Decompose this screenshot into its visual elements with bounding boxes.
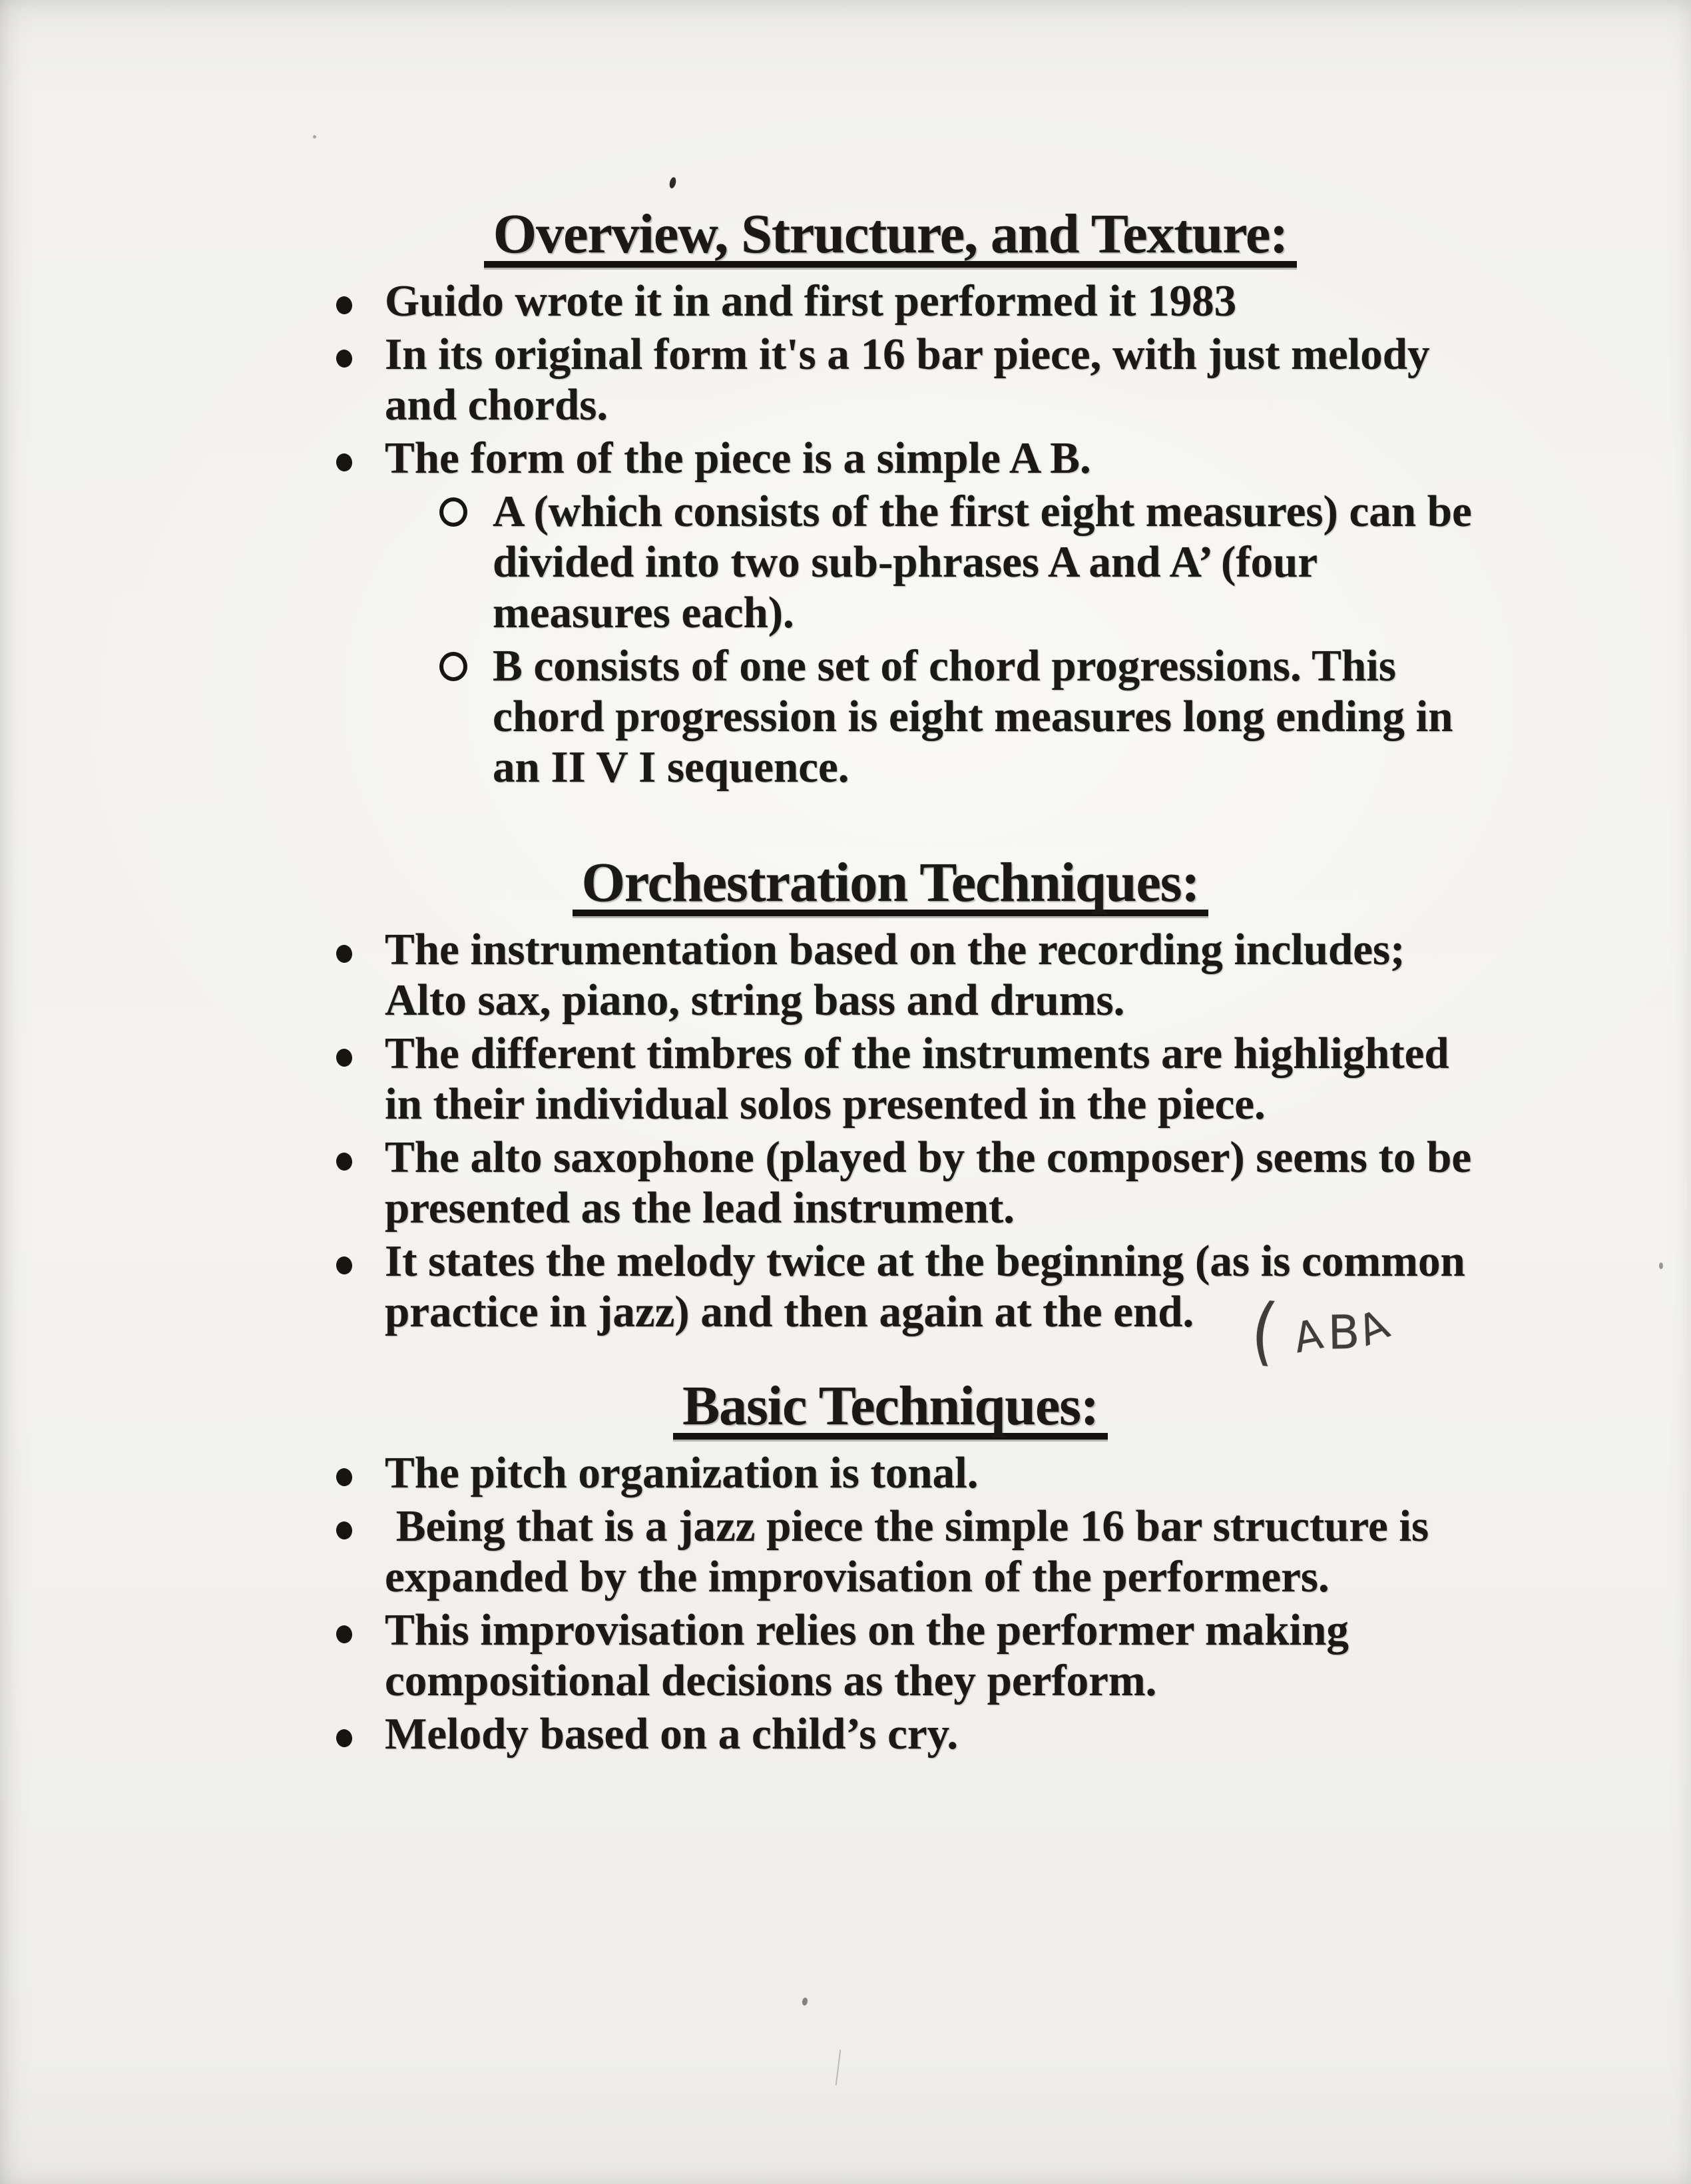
handwritten-char: B	[1327, 1304, 1361, 1360]
text-line: This improvisation relies on the performer making	[385, 1605, 1349, 1655]
handwritten-annotation	[1247, 1286, 1396, 1375]
bullet-list	[336, 1448, 1471, 1759]
bullet-disc-icon	[336, 1256, 354, 1275]
ink-speck	[836, 2049, 842, 2085]
text-line: The alto saxophone (played by the composer) seems to be	[385, 1133, 1472, 1182]
list-item	[336, 924, 1471, 1025]
bullet-disc-icon	[336, 1625, 354, 1644]
list-item	[336, 433, 1471, 483]
text-line: Alto sax, piano, string bass and drums.	[385, 975, 1125, 1025]
section-heading	[336, 1375, 1445, 1440]
section-heading	[336, 852, 1445, 916]
list-item	[336, 1028, 1471, 1129]
text-line: Melody based on a child’s cry.	[385, 1709, 959, 1759]
text-line: The form of the piece is a simple A B.	[385, 433, 1091, 483]
ink-speck	[313, 135, 316, 138]
handwritten-char: A	[1350, 1299, 1396, 1356]
bullet-disc-icon	[336, 1729, 354, 1748]
bullet-list	[336, 276, 1471, 792]
text-line: The instrumentation based on the recording includes;	[385, 925, 1405, 974]
list-item	[336, 1132, 1471, 1233]
document-content	[336, 0, 1471, 1762]
list-item	[336, 1448, 1471, 1498]
bullet-disc-icon	[336, 1152, 354, 1171]
section-heading-text: Overview, Structure, and Texture:	[484, 208, 1298, 268]
text-line: It states the melody twice at the beginning (as is common	[385, 1236, 1465, 1286]
list-item	[336, 276, 1471, 326]
list-item	[336, 329, 1471, 430]
text-line: Guido wrote it in and first performed it 1983	[385, 276, 1237, 326]
text-line: practice in jazz) and then again at the end.	[385, 1287, 1194, 1336]
bullet-disc-icon	[336, 453, 354, 472]
bullet-disc-icon	[336, 1521, 354, 1540]
text-line: A (which consists of the first eight measures) can be	[493, 487, 1472, 536]
ink-speck	[1659, 1262, 1663, 1269]
bullet-disc-icon	[336, 349, 354, 368]
text-line: an II V I sequence.	[493, 742, 849, 792]
handwritten-char: A	[1290, 1309, 1328, 1363]
section-heading-text: Basic Techniques:	[673, 1380, 1108, 1440]
text-line: In its original form it's a 16 bar piece, with just melody	[385, 330, 1430, 379]
handwritten-char: (	[1247, 1286, 1282, 1375]
bullet-circle-icon	[439, 497, 467, 527]
bullet-list	[336, 924, 1471, 1337]
text-line: Being that is a jazz piece the simple 16 bar structure is	[385, 1502, 1429, 1551]
bullet-disc-icon	[336, 296, 354, 315]
text-line: chord progression is eight measures long ending in	[493, 692, 1453, 741]
section-heading	[336, 203, 1445, 268]
text-line: The pitch organization is tonal.	[385, 1448, 979, 1498]
text-line: measures each).	[493, 588, 794, 637]
text-line: divided into two sub-phrases A and A’ (four	[493, 537, 1318, 587]
text-line: in their individual solos presented in the piece.	[385, 1079, 1266, 1129]
section-heading-text: Orchestration Techniques:	[573, 856, 1209, 916]
text-line: expanded by the improvisation of the performers.	[385, 1552, 1329, 1601]
list-item	[336, 1501, 1471, 1602]
sub-list-item	[336, 486, 1471, 638]
text-line: and chords.	[385, 380, 608, 429]
list-item	[336, 1605, 1471, 1706]
sub-list-item	[336, 641, 1471, 792]
sub-bullet-list	[336, 486, 1471, 792]
text-line: The different timbres of the instruments are highlighted	[385, 1029, 1449, 1078]
text-line: compositional decisions as they perform.	[385, 1656, 1157, 1705]
bullet-circle-icon	[439, 652, 467, 681]
text-line: B consists of one set of chord progressions. This	[493, 641, 1396, 690]
ink-speck	[802, 1997, 808, 2006]
bullet-disc-icon	[336, 1468, 354, 1487]
bullet-disc-icon	[336, 944, 354, 963]
list-item	[336, 1709, 1471, 1759]
bullet-disc-icon	[336, 1048, 354, 1067]
text-line: presented as the lead instrument.	[385, 1183, 1015, 1232]
